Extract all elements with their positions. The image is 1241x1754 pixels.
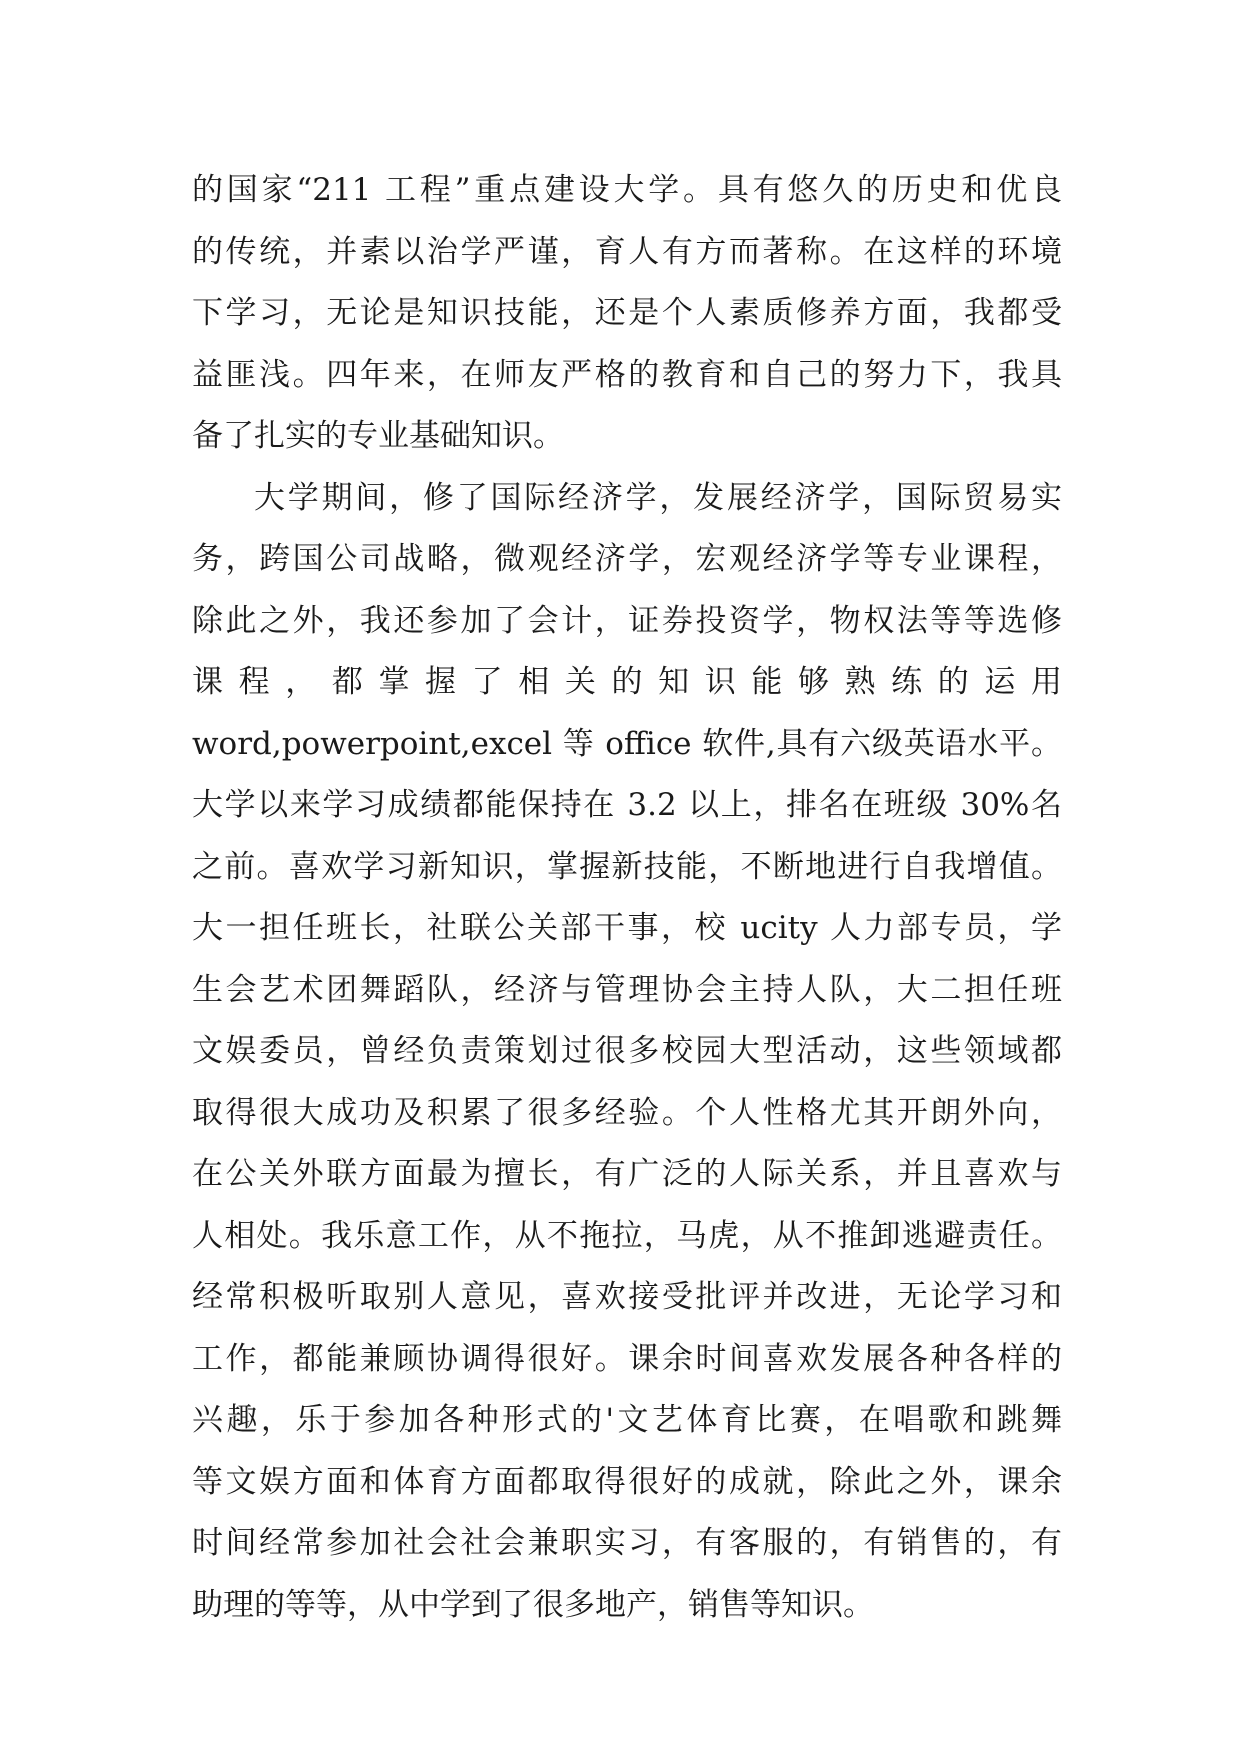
text-line: 下学习，无论是知识技能，还是个人素质修养方面，我都受 — [192, 295, 1062, 331]
text-line: 工作，都能兼顾协调得很好。课余时间喜欢发展各种各样的 — [192, 1340, 1062, 1377]
text-line: 助理的等等，从中学到了很多地产，销售等知识。 — [192, 1586, 874, 1623]
text-line: 时间经常参加社会社会兼职实习，有客服的，有销售的，有 — [192, 1525, 1062, 1561]
text-line: 课程，都掌握了相关的知识能够熟练的运用 — [192, 664, 1062, 700]
text-line: 取得很大成功及积累了很多经验。个人性格尤其开朗外向， — [192, 1094, 1062, 1131]
paragraph-2 — [192, 468, 1062, 1637]
paragraph-1 — [192, 160, 1062, 468]
text-line: 除此之外，我还参加了会计，证券投资学，物权法等等选修 — [192, 602, 1062, 639]
text-line: 生会艺术团舞蹈队，经济与管理协会主持人队，大二担任班 — [192, 971, 1062, 1008]
text-line: 文娱委员，曾经负责策划过很多校园大型活动，这些领域都 — [192, 1033, 1062, 1069]
text-line: 人相处。我乐意工作，从不拖拉，马虎，从不推卸逃避责任。 — [192, 1217, 1062, 1254]
text-line: 的国家“211 工程”重点建设大学。具有悠久的历史和优良 — [192, 172, 1062, 208]
text-line: 在公关外联方面最为擅长，有广泛的人际关系，并且喜欢与 — [192, 1156, 1062, 1192]
text-line: 大一担任班长，社联公关部干事，校 ucity 人力部专员，学 — [192, 910, 1062, 946]
text-line: 益匪浅。四年来，在师友严格的教育和自己的努力下，我具 — [192, 356, 1062, 393]
document-body — [192, 160, 1062, 1636]
text-line: 经常积极听取别人意见，喜欢接受批评并改进，无论学习和 — [192, 1279, 1062, 1315]
text-line: 大学期间，修了国际经济学，发展经济学，国际贸易实 — [254, 479, 1062, 516]
text-line: word,powerpoint,excel 等 office 软件,具有六级英语水平。 — [192, 725, 1062, 762]
text-line: 的传统，并素以治学严谨，育人有方而著称。在这样的环境 — [192, 233, 1062, 270]
text-line: 备了扎实的专业基础知识。 — [192, 418, 564, 454]
text-line: 等文娱方面和体育方面都取得很好的成就，除此之外，课余 — [192, 1463, 1062, 1500]
text-line: 务，跨国公司战略，微观经济学，宏观经济学等专业课程， — [192, 541, 1062, 577]
text-line: 兴趣，乐于参加各种形式的'文艺体育比赛，在唱歌和跳舞 — [192, 1402, 1062, 1438]
text-line: 之前。喜欢学习新知识，掌握新技能，不断地进行自我增值。 — [192, 848, 1062, 885]
text-line: 大学以来学习成绩都能保持在 3.2 以上，排名在班级 30%名 — [192, 787, 1062, 823]
